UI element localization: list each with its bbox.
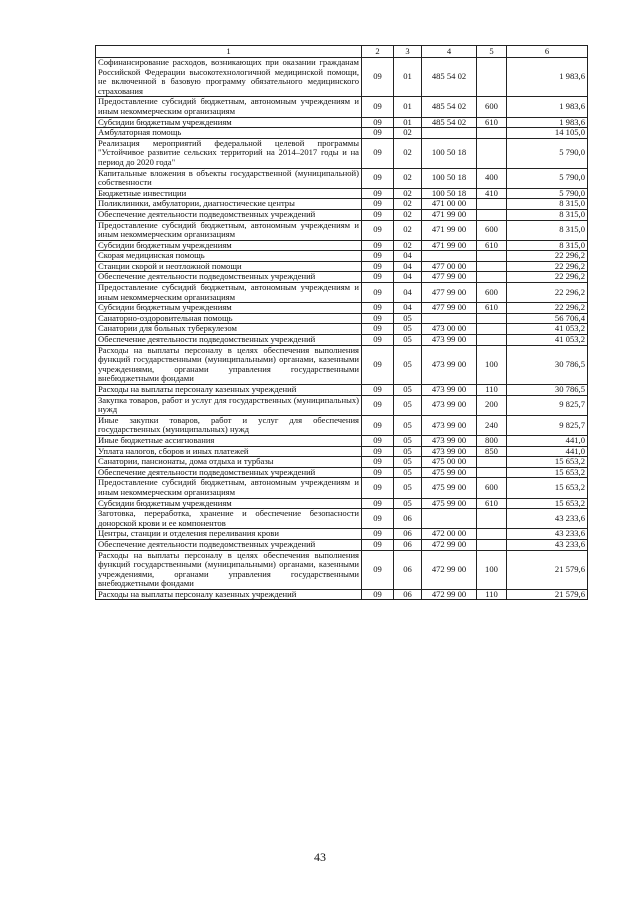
row-target-article-cell: 100 50 18 <box>422 188 477 199</box>
row-section-cell: 09 <box>362 58 394 97</box>
row-amount-cell: 43 233,6 <box>507 529 588 540</box>
row-expense-type-cell: 100 <box>477 550 507 589</box>
row-target-article-cell: 477 00 00 <box>422 261 477 272</box>
row-target-article-cell: 472 99 00 <box>422 550 477 589</box>
row-name-cell: Субсидии бюджетным учреждениям <box>96 240 362 251</box>
row-subsection-cell: 02 <box>394 188 422 199</box>
table-row <box>96 435 588 446</box>
row-subsection-cell: 04 <box>394 283 422 303</box>
row-section-cell: 09 <box>362 283 394 303</box>
row-target-article-cell: 477 99 00 <box>422 303 477 314</box>
table-row <box>96 272 588 283</box>
row-target-article-cell: 472 99 00 <box>422 539 477 550</box>
row-name-cell: Заготовка, переработка, хранение и обеспечение безопасности донорской крови и ее компонентов <box>96 509 362 529</box>
table-row <box>96 324 588 335</box>
row-subsection-cell: 05 <box>394 415 422 435</box>
row-amount-cell: 41 053,2 <box>507 324 588 335</box>
row-section-cell: 09 <box>362 498 394 509</box>
row-section-cell: 09 <box>362 539 394 550</box>
row-subsection-cell: 02 <box>394 138 422 168</box>
header-col-4: 4 <box>422 46 477 58</box>
row-amount-cell: 30 786,5 <box>507 385 588 396</box>
row-name-cell: Обеспечение деятельности подведомственных учреждений <box>96 209 362 220</box>
row-section-cell: 09 <box>362 385 394 396</box>
row-expense-type-cell <box>477 335 507 346</box>
table-header <box>96 46 588 58</box>
row-expense-type-cell: 610 <box>477 498 507 509</box>
row-expense-type-cell <box>477 529 507 540</box>
row-amount-cell: 9 825,7 <box>507 395 588 415</box>
row-expense-type-cell <box>477 138 507 168</box>
row-amount-cell: 43 233,6 <box>507 509 588 529</box>
row-expense-type-cell: 600 <box>477 97 507 117</box>
row-subsection-cell: 06 <box>394 589 422 600</box>
row-target-article-cell: 472 99 00 <box>422 589 477 600</box>
row-name-cell: Санаторно-оздоровительная помощь <box>96 313 362 324</box>
table-body <box>96 58 588 600</box>
row-name-cell: Расходы на выплаты персоналу в целях обеспечения выполнения функций государственными (муниципальными) органами, казенными учреждениями, органами управления государственными внебюджетными фондами <box>96 550 362 589</box>
row-name-cell: Реализация мероприятий федеральной целевой программы "Устойчивое развитие сельских территорий на 2014–2017 годы и на период до 2020 года" <box>96 138 362 168</box>
row-expense-type-cell: 240 <box>477 415 507 435</box>
row-subsection-cell: 04 <box>394 303 422 314</box>
row-expense-type-cell: 200 <box>477 395 507 415</box>
row-section-cell: 09 <box>362 529 394 540</box>
row-name-cell: Санатории, пансионаты, дома отдыха и турбазы <box>96 457 362 468</box>
page-number: 43 <box>314 850 326 864</box>
table-row <box>96 498 588 509</box>
row-name-cell: Обеспечение деятельности подведомственных учреждений <box>96 467 362 478</box>
table-row <box>96 467 588 478</box>
table-row <box>96 446 588 457</box>
table-row <box>96 220 588 240</box>
row-amount-cell: 22 296,2 <box>507 251 588 262</box>
table-row <box>96 313 588 324</box>
row-name-cell: Иные закупки товаров, работ и услуг для обеспечения государственных (муниципальных) нужд <box>96 415 362 435</box>
table-row <box>96 529 588 540</box>
row-amount-cell: 1 983,6 <box>507 58 588 97</box>
row-amount-cell: 14 105,0 <box>507 128 588 139</box>
row-subsection-cell: 02 <box>394 168 422 188</box>
table-row <box>96 283 588 303</box>
row-expense-type-cell: 410 <box>477 188 507 199</box>
row-subsection-cell: 02 <box>394 240 422 251</box>
row-name-cell: Софинансирование расходов, возникающих при оказании гражданам Российской Федерации высокотехнологичной медицинской помощи, не включенной в базовую программу обязательного медицинского страхования <box>96 58 362 97</box>
row-expense-type-cell: 600 <box>477 283 507 303</box>
row-section-cell: 09 <box>362 478 394 498</box>
row-amount-cell: 15 653,2 <box>507 478 588 498</box>
table-row <box>96 261 588 272</box>
row-section-cell: 09 <box>362 117 394 128</box>
row-name-cell: Станции скорой и неотложной помощи <box>96 261 362 272</box>
row-subsection-cell: 05 <box>394 385 422 396</box>
row-subsection-cell: 05 <box>394 335 422 346</box>
row-subsection-cell: 01 <box>394 97 422 117</box>
row-section-cell: 09 <box>362 128 394 139</box>
row-subsection-cell: 04 <box>394 251 422 262</box>
row-subsection-cell: 06 <box>394 539 422 550</box>
row-target-article-cell: 100 50 18 <box>422 168 477 188</box>
row-name-cell: Санатории для больных туберкулезом <box>96 324 362 335</box>
table-row <box>96 589 588 600</box>
row-expense-type-cell <box>477 509 507 529</box>
row-section-cell: 09 <box>362 272 394 283</box>
row-target-article-cell: 100 50 18 <box>422 138 477 168</box>
row-subsection-cell: 05 <box>394 313 422 324</box>
table-row <box>96 415 588 435</box>
row-target-article-cell: 475 99 00 <box>422 478 477 498</box>
row-expense-type-cell: 110 <box>477 589 507 600</box>
row-subsection-cell: 05 <box>394 478 422 498</box>
row-amount-cell: 8 315,0 <box>507 220 588 240</box>
header-col-5: 5 <box>477 46 507 58</box>
row-subsection-cell: 04 <box>394 272 422 283</box>
row-section-cell: 09 <box>362 261 394 272</box>
row-expense-type-cell <box>477 128 507 139</box>
row-expense-type-cell: 850 <box>477 446 507 457</box>
row-target-article-cell: 473 99 00 <box>422 335 477 346</box>
row-name-cell: Предоставление субсидий бюджетным, автономным учреждениям и иным некоммерческим организациям <box>96 97 362 117</box>
table-row <box>96 395 588 415</box>
row-section-cell: 09 <box>362 457 394 468</box>
row-amount-cell: 15 653,2 <box>507 457 588 468</box>
row-subsection-cell: 01 <box>394 117 422 128</box>
row-amount-cell: 5 790,0 <box>507 168 588 188</box>
row-target-article-cell: 477 99 00 <box>422 283 477 303</box>
row-amount-cell: 5 790,0 <box>507 138 588 168</box>
row-expense-type-cell <box>477 58 507 97</box>
row-subsection-cell: 02 <box>394 209 422 220</box>
row-expense-type-cell: 600 <box>477 220 507 240</box>
table-row <box>96 138 588 168</box>
row-amount-cell: 41 053,2 <box>507 335 588 346</box>
row-expense-type-cell: 400 <box>477 168 507 188</box>
row-subsection-cell: 05 <box>394 345 422 384</box>
row-section-cell: 09 <box>362 168 394 188</box>
row-subsection-cell: 05 <box>394 446 422 457</box>
table-row <box>96 335 588 346</box>
row-name-cell: Поликлиники, амбулатории, диагностические центры <box>96 199 362 210</box>
row-expense-type-cell <box>477 199 507 210</box>
table-row <box>96 457 588 468</box>
row-amount-cell: 8 315,0 <box>507 209 588 220</box>
row-subsection-cell: 05 <box>394 324 422 335</box>
row-expense-type-cell <box>477 324 507 335</box>
row-subsection-cell: 05 <box>394 498 422 509</box>
row-amount-cell: 441,0 <box>507 435 588 446</box>
header-col-6: 6 <box>507 46 588 58</box>
row-amount-cell: 9 825,7 <box>507 415 588 435</box>
row-amount-cell: 1 983,6 <box>507 117 588 128</box>
row-section-cell: 09 <box>362 220 394 240</box>
row-amount-cell: 8 315,0 <box>507 199 588 210</box>
table-row <box>96 199 588 210</box>
row-section-cell: 09 <box>362 435 394 446</box>
row-amount-cell: 22 296,2 <box>507 261 588 272</box>
row-expense-type-cell: 600 <box>477 478 507 498</box>
row-name-cell: Субсидии бюджетным учреждениям <box>96 303 362 314</box>
row-name-cell: Субсидии бюджетным учреждениям <box>96 498 362 509</box>
table-row <box>96 240 588 251</box>
row-target-article-cell <box>422 251 477 262</box>
row-subsection-cell: 05 <box>394 435 422 446</box>
row-target-article-cell <box>422 313 477 324</box>
row-section-cell: 09 <box>362 199 394 210</box>
table-row <box>96 539 588 550</box>
row-section-cell: 09 <box>362 467 394 478</box>
row-section-cell: 09 <box>362 415 394 435</box>
row-expense-type-cell: 610 <box>477 117 507 128</box>
header-col-2: 2 <box>362 46 394 58</box>
row-amount-cell: 441,0 <box>507 446 588 457</box>
row-expense-type-cell <box>477 251 507 262</box>
row-subsection-cell: 05 <box>394 467 422 478</box>
row-target-article-cell: 471 99 00 <box>422 220 477 240</box>
row-subsection-cell: 06 <box>394 529 422 540</box>
row-amount-cell: 22 296,2 <box>507 283 588 303</box>
row-amount-cell: 30 786,5 <box>507 345 588 384</box>
row-amount-cell: 8 315,0 <box>507 240 588 251</box>
row-target-article-cell: 473 99 00 <box>422 446 477 457</box>
row-name-cell: Расходы на выплаты персоналу казенных учреждений <box>96 385 362 396</box>
row-subsection-cell: 02 <box>394 199 422 210</box>
row-section-cell: 09 <box>362 395 394 415</box>
row-section-cell: 09 <box>362 97 394 117</box>
row-name-cell: Закупка товаров, работ и услуг для государственных (муниципальных) нужд <box>96 395 362 415</box>
row-section-cell: 09 <box>362 313 394 324</box>
row-target-article-cell: 475 99 00 <box>422 498 477 509</box>
row-amount-cell: 5 790,0 <box>507 188 588 199</box>
row-expense-type-cell: 800 <box>477 435 507 446</box>
table-row <box>96 345 588 384</box>
row-target-article-cell: 473 00 00 <box>422 324 477 335</box>
row-name-cell: Обеспечение деятельности подведомственных учреждений <box>96 335 362 346</box>
row-amount-cell: 22 296,2 <box>507 272 588 283</box>
table-row <box>96 303 588 314</box>
row-name-cell: Амбулаторная помощь <box>96 128 362 139</box>
row-target-article-cell: 475 99 00 <box>422 467 477 478</box>
row-name-cell: Расходы на выплаты персоналу казенных учреждений <box>96 589 362 600</box>
table-row <box>96 128 588 139</box>
row-name-cell: Обеспечение деятельности подведомственных учреждений <box>96 539 362 550</box>
row-name-cell: Центры, станции и отделения переливания крови <box>96 529 362 540</box>
row-expense-type-cell: 610 <box>477 303 507 314</box>
row-name-cell: Предоставление субсидий бюджетным, автономным учреждениям и иным некоммерческим организациям <box>96 220 362 240</box>
row-target-article-cell: 485 54 02 <box>422 58 477 97</box>
row-name-cell: Расходы на выплаты персоналу в целях обеспечения выполнения функций государственными (муниципальными) органами, казенными учреждениями, органами управления государственными внебюджетными фондами <box>96 345 362 384</box>
row-target-article-cell: 471 99 00 <box>422 240 477 251</box>
row-target-article-cell: 475 00 00 <box>422 457 477 468</box>
table-row <box>96 209 588 220</box>
row-section-cell: 09 <box>362 550 394 589</box>
row-amount-cell: 21 579,6 <box>507 589 588 600</box>
row-expense-type-cell: 100 <box>477 345 507 384</box>
table-row <box>96 509 588 529</box>
row-subsection-cell: 05 <box>394 395 422 415</box>
row-name-cell: Предоставление субсидий бюджетным, автономным учреждениям и иным некоммерческим организациям <box>96 478 362 498</box>
row-section-cell: 09 <box>362 251 394 262</box>
row-section-cell: 09 <box>362 188 394 199</box>
header-col-3: 3 <box>394 46 422 58</box>
header-col-1: 1 <box>96 46 362 58</box>
row-name-cell: Капитальные вложения в объекты государственной (муниципальной) собственности <box>96 168 362 188</box>
row-target-article-cell: 473 99 00 <box>422 395 477 415</box>
row-target-article-cell: 485 54 02 <box>422 97 477 117</box>
row-section-cell: 09 <box>362 589 394 600</box>
row-subsection-cell: 05 <box>394 457 422 468</box>
row-section-cell: 09 <box>362 240 394 251</box>
row-target-article-cell: 473 99 00 <box>422 415 477 435</box>
row-amount-cell: 22 296,2 <box>507 303 588 314</box>
row-target-article-cell: 473 99 00 <box>422 385 477 396</box>
row-section-cell: 09 <box>362 446 394 457</box>
row-target-article-cell: 485 54 02 <box>422 117 477 128</box>
row-expense-type-cell <box>477 467 507 478</box>
row-target-article-cell: 477 99 00 <box>422 272 477 283</box>
row-expense-type-cell <box>477 457 507 468</box>
row-amount-cell: 15 653,2 <box>507 498 588 509</box>
row-name-cell: Обеспечение деятельности подведомственных учреждений <box>96 272 362 283</box>
budget-table <box>95 45 588 600</box>
row-amount-cell: 1 983,6 <box>507 97 588 117</box>
row-expense-type-cell: 110 <box>477 385 507 396</box>
row-target-article-cell: 473 99 00 <box>422 435 477 446</box>
table-row <box>96 97 588 117</box>
row-expense-type-cell <box>477 261 507 272</box>
row-name-cell: Уплата налогов, сборов и иных платежей <box>96 446 362 457</box>
row-section-cell: 09 <box>362 209 394 220</box>
row-name-cell: Скорая медицинская помощь <box>96 251 362 262</box>
row-expense-type-cell: 610 <box>477 240 507 251</box>
row-section-cell: 09 <box>362 138 394 168</box>
row-amount-cell: 21 579,6 <box>507 550 588 589</box>
row-target-article-cell <box>422 509 477 529</box>
row-subsection-cell: 06 <box>394 550 422 589</box>
table-row <box>96 58 588 97</box>
row-expense-type-cell <box>477 272 507 283</box>
row-target-article-cell: 472 00 00 <box>422 529 477 540</box>
row-target-article-cell <box>422 128 477 139</box>
table-row <box>96 251 588 262</box>
row-section-cell: 09 <box>362 335 394 346</box>
table-row <box>96 117 588 128</box>
table-row <box>96 188 588 199</box>
row-section-cell: 09 <box>362 509 394 529</box>
row-subsection-cell: 06 <box>394 509 422 529</box>
row-expense-type-cell <box>477 539 507 550</box>
row-amount-cell: 56 706,4 <box>507 313 588 324</box>
row-name-cell: Иные бюджетные ассигнования <box>96 435 362 446</box>
row-target-article-cell: 471 00 00 <box>422 199 477 210</box>
table-row <box>96 550 588 589</box>
row-name-cell: Предоставление субсидий бюджетным, автономным учреждениям и иным некоммерческим организациям <box>96 283 362 303</box>
table-row <box>96 168 588 188</box>
row-target-article-cell: 473 99 00 <box>422 345 477 384</box>
row-subsection-cell: 02 <box>394 128 422 139</box>
table-row <box>96 478 588 498</box>
row-section-cell: 09 <box>362 303 394 314</box>
row-expense-type-cell <box>477 313 507 324</box>
row-name-cell: Бюджетные инвестиции <box>96 188 362 199</box>
row-target-article-cell: 471 99 00 <box>422 209 477 220</box>
header-row <box>96 46 588 58</box>
row-name-cell: Субсидии бюджетным учреждениям <box>96 117 362 128</box>
row-section-cell: 09 <box>362 324 394 335</box>
row-expense-type-cell <box>477 209 507 220</box>
row-amount-cell: 15 653,2 <box>507 467 588 478</box>
row-subsection-cell: 04 <box>394 261 422 272</box>
row-amount-cell: 43 233,6 <box>507 539 588 550</box>
row-subsection-cell: 02 <box>394 220 422 240</box>
table-row <box>96 385 588 396</box>
row-subsection-cell: 01 <box>394 58 422 97</box>
row-section-cell: 09 <box>362 345 394 384</box>
